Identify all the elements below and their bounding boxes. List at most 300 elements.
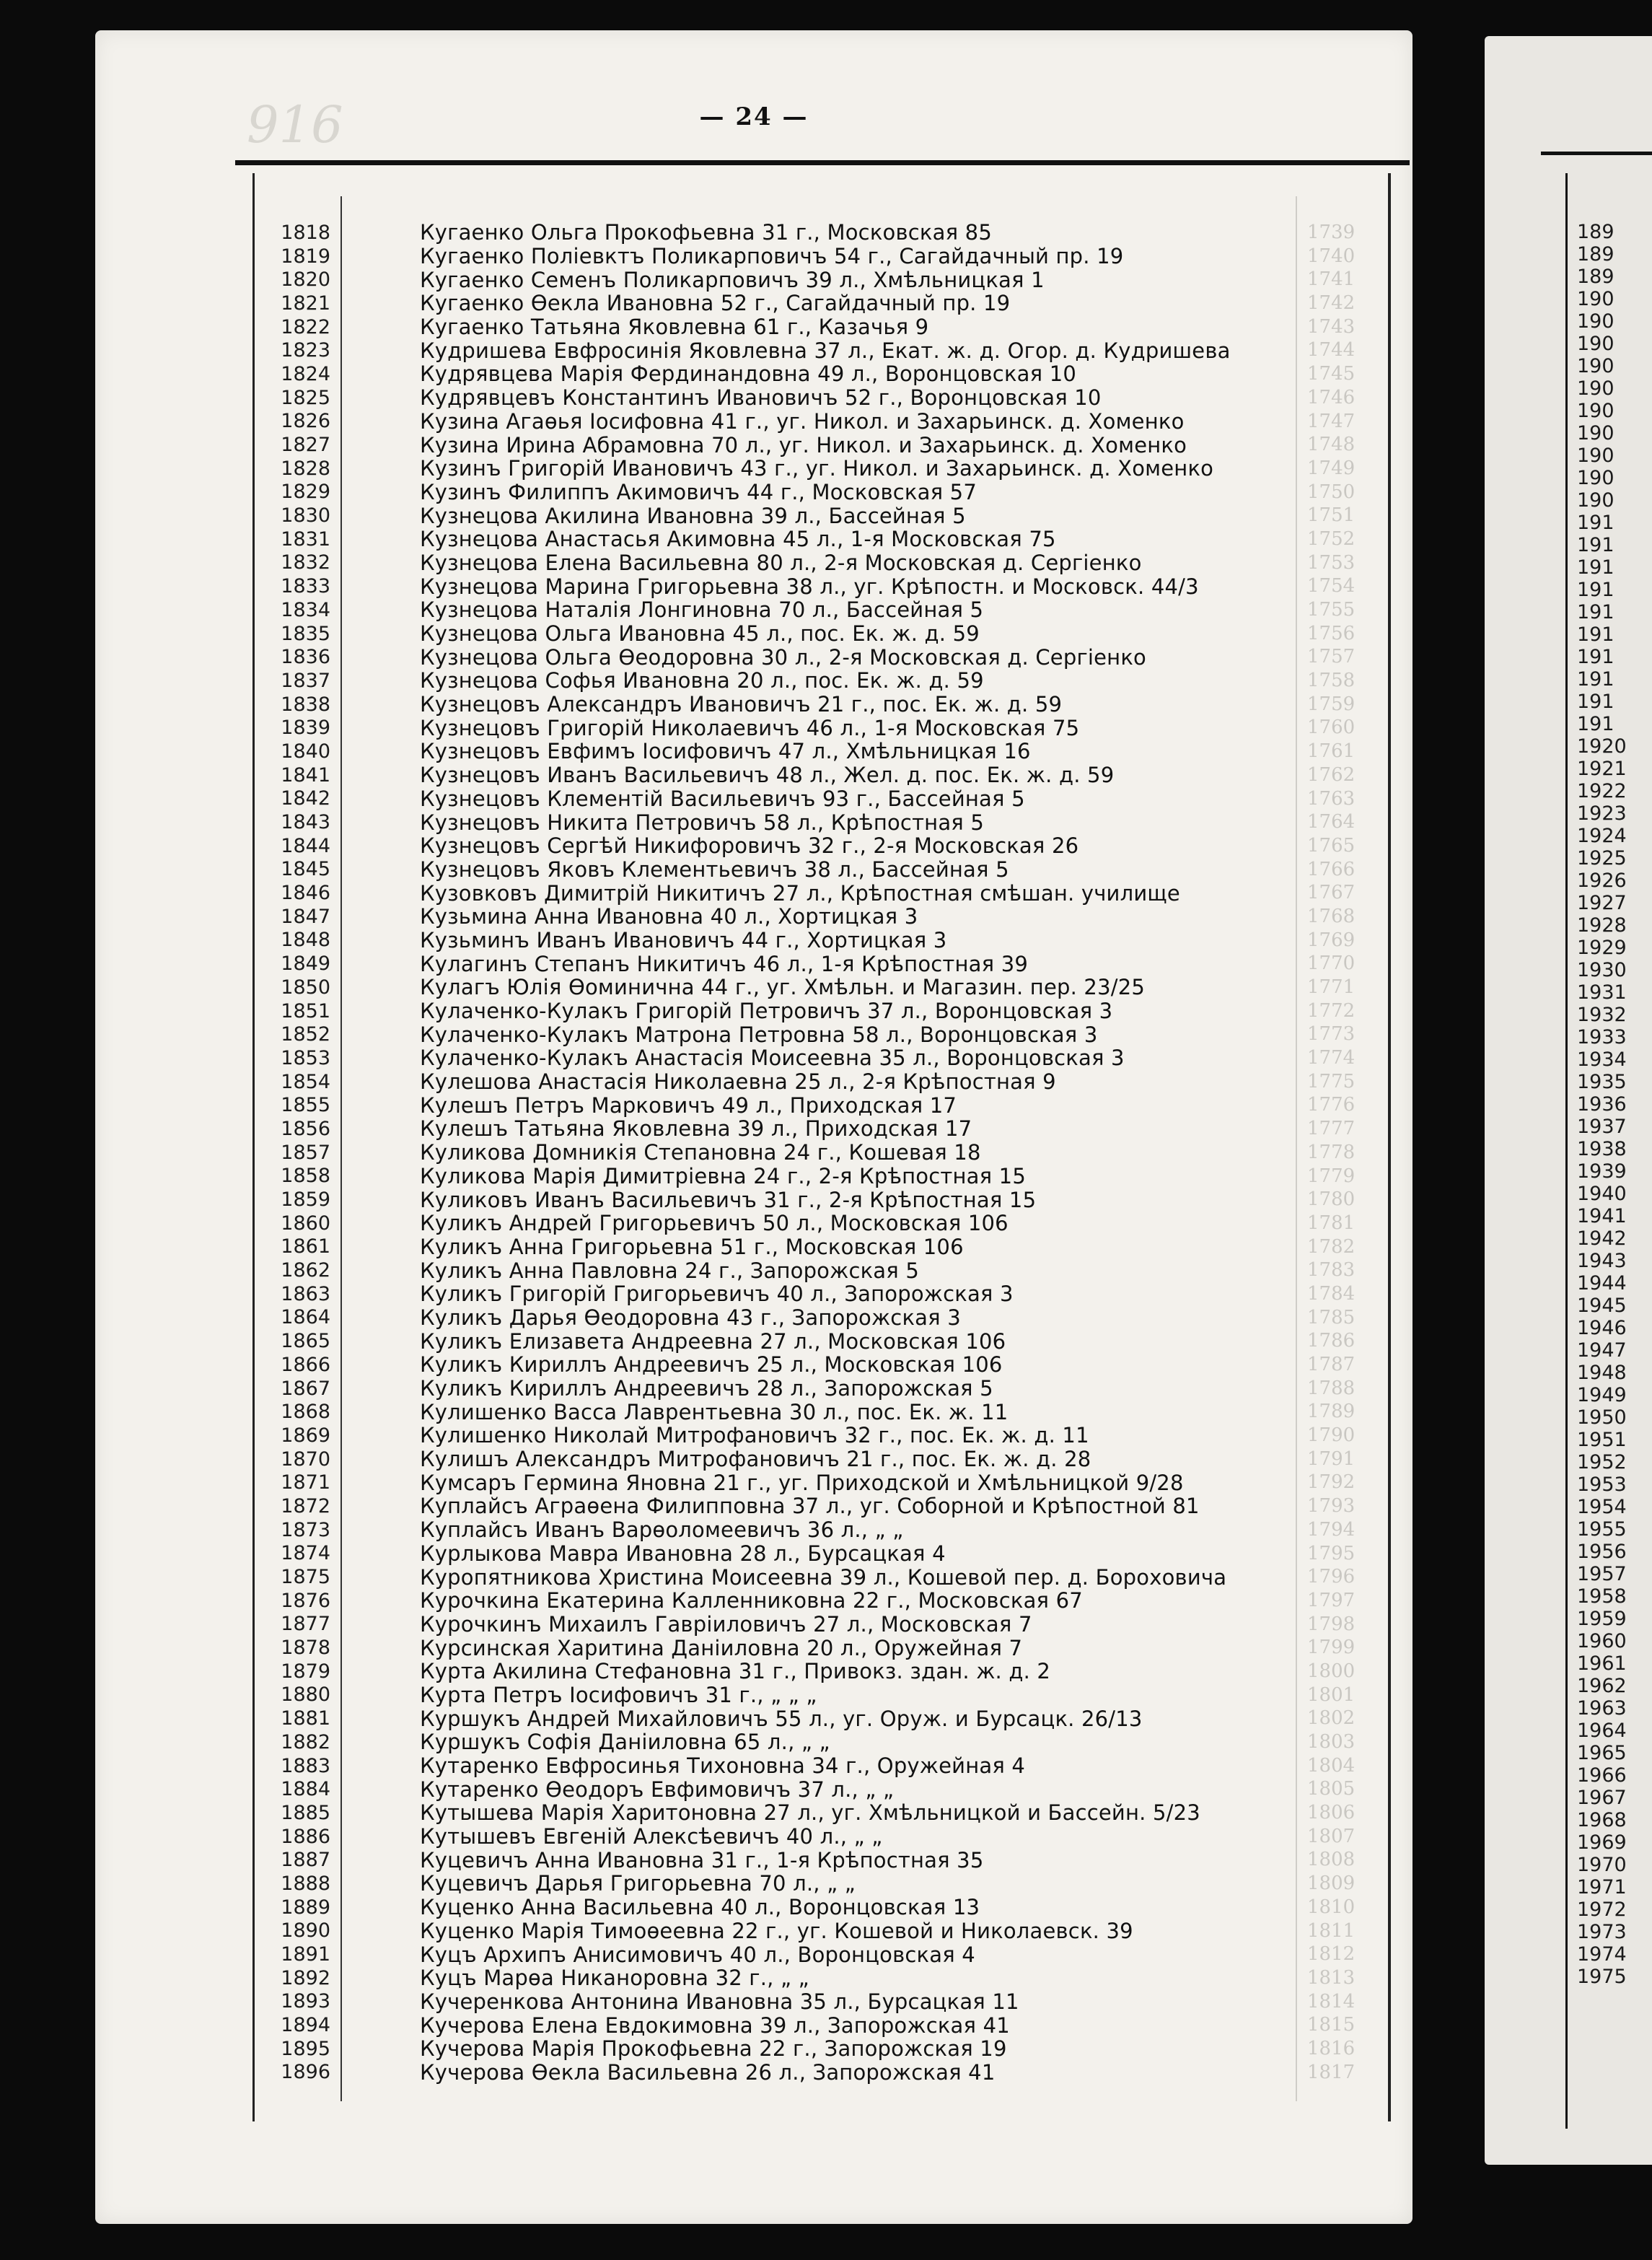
entry-text: Кутышевъ Евгеній Алексѣевичъ 40 л., „ „ (420, 1824, 883, 1849)
list-item (263, 1377, 1231, 1401)
adjacent-page-number: 1932 (1577, 1004, 1627, 1026)
bleed-through-number: 1807 (1307, 1825, 1356, 1847)
entry-number: 1850 (281, 976, 330, 999)
entry-text: Кудришева Евфросинія Яковлевна 37 л., Екат. ж. д. Огор. д. Кудришева (420, 338, 1231, 363)
adjacent-page-number: 1935 (1577, 1071, 1627, 1093)
bleed-through-number: 1768 (1307, 905, 1356, 927)
bleed-through-number: 1794 (1307, 1518, 1356, 1541)
entry-text: Кузинъ Филиппъ Акимовичъ 44 г., Московская 57 (420, 479, 977, 504)
adjacent-page-number: 1968 (1577, 1809, 1627, 1831)
entry-number: 1840 (281, 740, 330, 763)
entry-number: 1872 (281, 1494, 330, 1517)
bleed-through-number: 1766 (1307, 858, 1356, 880)
list-item (263, 1353, 1231, 1377)
bleed-through-number: 1808 (1307, 1849, 1356, 1871)
bleed-through-number: 1800 (1307, 1660, 1356, 1682)
entry-text: Кулаченко-Кулакъ Матрона Петровна 58 л., Воронцовская 3 (420, 1022, 1098, 1047)
bleed-through-number: 1812 (1307, 1943, 1356, 1966)
bleed-through-number: 1770 (1307, 952, 1356, 975)
entry-number: 1822 (281, 315, 330, 338)
adjacent-page-number: 1974 (1577, 1943, 1627, 1966)
adjacent-page-number: 1944 (1577, 1272, 1627, 1295)
entry-text: Кузнецовъ Евфимъ Іосифовичъ 47 л., Хмѣльницкая 16 (420, 739, 1031, 764)
entry-text: Кузьмина Анна Ивановна 40 л., Хортицкая 3 (420, 904, 918, 929)
entry-number: 1845 (281, 858, 330, 881)
bleed-through-number: 1758 (1307, 670, 1356, 692)
entry-text: Кузнецова Ольга Ѳеодоровна 30 л., 2-я Московская д. Сергіенко (420, 644, 1146, 670)
list-item (263, 740, 1231, 763)
adjacent-page-number: 1969 (1577, 1831, 1627, 1854)
list-item (263, 2037, 1231, 2061)
entry-number: 1824 (281, 362, 330, 385)
list-item (263, 1282, 1231, 1306)
entry-number: 1887 (281, 1849, 330, 1872)
entry-text: Кузинъ Григорій Ивановичъ 43 г., уг. Никол. и Захарьинск. д. Хоменко (420, 456, 1214, 481)
bleed-through-number: 1788 (1307, 1377, 1356, 1399)
list-item (263, 1683, 1231, 1707)
adjacent-page-number: 1936 (1577, 1093, 1627, 1116)
entry-number: 1879 (281, 1660, 330, 1683)
bleed-through-number: 1739 (1307, 222, 1356, 243)
adjacent-page-number: 191 (1577, 601, 1614, 623)
entry-text: Кутаренко Ѳеодоръ Евфимовичъ 37 л., „ „ (420, 1777, 895, 1802)
entry-text: Кудрявцева Марія Фердинандовна 49 л., Воронцовская 10 (420, 362, 1076, 387)
adjacent-page-number: 189 (1577, 266, 1614, 288)
bleed-through-number: 1742 (1307, 292, 1356, 315)
adjacent-page-number: 190 (1577, 288, 1614, 310)
entry-number: 1886 (281, 1825, 330, 1848)
adjacent-page-border (1565, 173, 1568, 2129)
entry-text: Кучерова Ѳекла Васильевна 26 л., Запорожская 41 (420, 2059, 996, 2085)
adjacent-page-number: 1930 (1577, 959, 1627, 981)
adjacent-page-number: 1945 (1577, 1295, 1627, 1317)
bleed-through-number: 1775 (1307, 1070, 1356, 1092)
adjacent-page-number: 190 (1577, 467, 1614, 489)
entry-text: Кулешъ Татьяна Яковлевна 39 л., Приходская 17 (420, 1116, 972, 1142)
list-item (263, 1117, 1231, 1141)
list-item (263, 1046, 1231, 1070)
bleed-through-number: 1774 (1307, 1047, 1356, 1069)
list-item (263, 858, 1231, 882)
list-item (263, 810, 1231, 834)
entry-number: 1866 (281, 1353, 330, 1376)
adjacent-page-number: 1975 (1577, 1966, 1627, 1988)
entry-text: Кузнецова Елена Васильевна 80 л., 2-я Московская д. Сергіенко (420, 550, 1142, 575)
list-item (263, 1848, 1231, 1872)
adjacent-page-edge (1485, 36, 1652, 2165)
entry-text: Кулаченко-Кулакъ Григорій Петровичъ 37 л., Воронцовская 3 (420, 999, 1113, 1024)
adjacent-page-number: 1973 (1577, 1921, 1627, 1943)
bleed-through-number: 1814 (1307, 1990, 1356, 2012)
entry-number: 1873 (281, 1518, 330, 1541)
bleed-through-number: 1806 (1307, 1802, 1356, 1824)
list-item (263, 1896, 1231, 1919)
list-item (263, 1777, 1231, 1801)
entry-number: 1849 (281, 952, 330, 976)
bleed-through-number: 1751 (1307, 504, 1356, 527)
bleed-through-number: 1777 (1307, 1118, 1356, 1140)
entry-text: Куликова Марія Димитріевна 24 г., 2-я Крѣпостная 15 (420, 1163, 1026, 1188)
entry-number: 1892 (281, 1966, 330, 1989)
adjacent-page-number: 190 (1577, 333, 1614, 355)
bleed-through-number: 1786 (1307, 1330, 1356, 1352)
list-item (263, 1447, 1231, 1471)
list-item (263, 410, 1231, 434)
list-item (263, 292, 1231, 315)
adjacent-page-number: 190 (1577, 377, 1614, 400)
entry-number: 1837 (281, 669, 330, 692)
entry-number: 1868 (281, 1401, 330, 1424)
bleed-through-number: 1791 (1307, 1447, 1356, 1470)
entry-number: 1823 (281, 339, 330, 362)
bleed-through-number: 1769 (1307, 929, 1356, 951)
bleed-through-number: 1816 (1307, 2037, 1356, 2059)
list-item (263, 716, 1231, 740)
entry-number: 1895 (281, 2037, 330, 2060)
entry-number: 1883 (281, 1754, 330, 1777)
list-item (263, 574, 1231, 598)
adjacent-page-number: 1953 (1577, 1473, 1627, 1496)
list-item (263, 1589, 1231, 1613)
entry-number: 1862 (281, 1259, 330, 1282)
adjacent-page-number: 1967 (1577, 1787, 1627, 1809)
list-item (263, 1707, 1231, 1730)
list-item (263, 1872, 1231, 1896)
list-item (263, 1235, 1231, 1259)
adjacent-page-number: 1971 (1577, 1876, 1627, 1898)
bleed-through-number: 1750 (1307, 481, 1356, 503)
entry-text: Кулишъ Александръ Митрофановичъ 21 г., пос. Ек. ж. д. 28 (420, 1447, 1091, 1472)
adjacent-page-number: 1934 (1577, 1048, 1627, 1071)
list-item (263, 1212, 1231, 1235)
bleed-through-number: 1755 (1307, 599, 1356, 621)
entry-number: 1859 (281, 1188, 330, 1212)
bleed-through-number: 1780 (1307, 1188, 1356, 1211)
bleed-through-number: 1764 (1307, 811, 1356, 833)
adjacent-page-number: 1964 (1577, 1720, 1627, 1742)
list-item (263, 787, 1231, 811)
entry-text: Курта Акилина Стефановна 31 г., Привокз. здан. ж. д. 2 (420, 1659, 1051, 1684)
entry-number: 1843 (281, 811, 330, 834)
adjacent-page-numbers (1577, 221, 1627, 1988)
bleed-through-number: 1781 (1307, 1212, 1356, 1234)
bleed-through-number: 1761 (1307, 740, 1356, 763)
entry-number: 1853 (281, 1046, 330, 1069)
bleed-through-number: 1743 (1307, 315, 1356, 338)
bleed-through-number: 1798 (1307, 1613, 1356, 1635)
entry-text: Кузнецовъ Сергѣй Никифоровичъ 32 г., 2-я Московская 26 (420, 833, 1079, 859)
bleed-through-number: 1796 (1307, 1566, 1356, 1588)
adjacent-page-number: 1962 (1577, 1675, 1627, 1697)
adjacent-page-number: 1957 (1577, 1563, 1627, 1585)
entry-number: 1867 (281, 1377, 330, 1400)
adjacent-page-number: 1950 (1577, 1406, 1627, 1429)
bleed-through-number: 1747 (1307, 410, 1356, 432)
adjacent-page-number: 191 (1577, 691, 1614, 713)
entry-number: 1877 (281, 1613, 330, 1636)
list-item (263, 504, 1231, 527)
bleed-through-number: 1803 (1307, 1731, 1356, 1753)
entry-text: Кузнецовъ Клементій Васильевичъ 93 г., Бассейная 5 (420, 786, 1025, 811)
entry-text: Кузнецова Марина Григорьевна 38 л., уг. Крѣпостн. и Московск. 44/3 (420, 574, 1199, 599)
entry-text: Кузнецовъ Григорій Николаевичъ 46 л., 1-я Московская 75 (420, 715, 1080, 740)
entry-number: 1863 (281, 1282, 330, 1305)
bleed-through-number: 1804 (1307, 1754, 1356, 1777)
entry-text: Куликова Домникія Степановна 24 г., Кошевая 18 (420, 1140, 981, 1165)
adjacent-page-number: 1949 (1577, 1384, 1627, 1406)
entry-number: 1860 (281, 1212, 330, 1235)
list-item (263, 1329, 1231, 1353)
page-number: — 24 — (699, 102, 809, 131)
entry-number: 1835 (281, 622, 330, 645)
entry-text: Куликъ Кириллъ Андреевичъ 25 л., Московская 106 (420, 1352, 1003, 1378)
entry-text: Кутышева Марія Харитоновна 27 л., уг. Хмѣльницкой и Бассейн. 5/23 (420, 1800, 1200, 1826)
list-item (263, 481, 1231, 504)
entry-text: Куцъ Марѳа Никаноровна 32 г., „ „ (420, 1966, 809, 1991)
list-item (263, 1730, 1231, 1754)
list-item (263, 905, 1231, 929)
list-item (263, 929, 1231, 952)
entry-number: 1894 (281, 2014, 330, 2037)
entry-text: Кутаренко Евфросинья Тихоновна 34 г., Оружейная 4 (420, 1753, 1026, 1779)
entry-number: 1891 (281, 1943, 330, 1966)
list-item (263, 1565, 1231, 1589)
entry-text: Кумсаръ Гермина Яновна 21 г., уг. Приходской и Хмѣльницкой 9/28 (420, 1470, 1184, 1495)
header-rule (235, 160, 1410, 165)
adjacent-page-number: 1939 (1577, 1160, 1627, 1183)
entry-text: Куценко Марія Тимоѳеевна 22 г., уг. Кошевой и Николаевск. 39 (420, 1918, 1133, 1943)
list-item (263, 268, 1231, 292)
entry-number: 1831 (281, 527, 330, 551)
adjacent-page-number: 1959 (1577, 1608, 1627, 1630)
adjacent-page-number: 1947 (1577, 1339, 1627, 1362)
entry-number: 1851 (281, 999, 330, 1022)
entry-text: Кулаченко-Кулакъ Анастасія Моисеевна 35 л., Воронцовская 3 (420, 1046, 1125, 1071)
entry-number: 1832 (281, 551, 330, 574)
bleed-through-number: 1779 (1307, 1165, 1356, 1187)
adjacent-page-number: 1954 (1577, 1496, 1627, 1518)
bleed-through-number: 1757 (1307, 646, 1356, 668)
entry-text: Кулешова Анастасія Николаевна 25 л., 2-я Крѣпостная 9 (420, 1069, 1056, 1095)
list-item (263, 527, 1231, 551)
entry-number: 1888 (281, 1872, 330, 1895)
bleed-through-number: 1790 (1307, 1424, 1356, 1447)
adjacent-page-number: 1925 (1577, 847, 1627, 870)
entry-text: Куплайсъ Аграѳена Филипповна 37 л., уг. Соборной и Крѣпостной 81 (420, 1494, 1200, 1519)
list-item (263, 1990, 1231, 2014)
adjacent-page-number: 1955 (1577, 1518, 1627, 1541)
entry-number: 1858 (281, 1165, 330, 1188)
entry-number: 1819 (281, 245, 330, 268)
list-item (263, 221, 1231, 245)
entry-text: Кучеренкова Антонина Ивановна 35 л., Бурсацкая 11 (420, 1989, 1019, 2014)
entry-text: Кузнецовъ Яковъ Клементьевичъ 38 л., Бассейная 5 (420, 857, 1009, 882)
list-item (263, 1966, 1231, 1990)
entry-number: 1844 (281, 834, 330, 857)
entry-number: 1820 (281, 268, 330, 292)
entry-number: 1826 (281, 410, 330, 433)
entry-text: Куликъ Кириллъ Андреевичъ 28 л., Запорожская 5 (420, 1376, 993, 1401)
entry-text: Кучерова Марія Прокофьевна 22 г., Запорожская 19 (420, 2036, 1007, 2062)
list-item (263, 245, 1231, 268)
entry-text: Кузина Агаѳья Іосифовна 41 г., уг. Никол. и Захарьинск. д. Хоменко (420, 408, 1185, 434)
entry-text: Кулагъ Юлія Ѳоминична 44 г., уг. Хмѣльн. и Магазин. пер. 23/25 (420, 975, 1145, 1000)
entry-number: 1871 (281, 1471, 330, 1494)
bleed-through-number: 1802 (1307, 1707, 1356, 1730)
entry-text: Кузина Ирина Абрамовна 70 л., уг. Никол. и Захарьинск. д. Хоменко (420, 432, 1187, 457)
list-item (263, 1141, 1231, 1165)
list-item (263, 669, 1231, 693)
entry-number: 1834 (281, 598, 330, 621)
adjacent-page-rule (1541, 152, 1652, 155)
list-item (263, 1660, 1231, 1683)
entry-text: Курлыкова Мавра Ивановна 28 л., Бурсацкая 4 (420, 1541, 946, 1566)
list-item (263, 976, 1231, 999)
entry-number: 1836 (281, 646, 330, 669)
adjacent-page-number: 1965 (1577, 1742, 1627, 1764)
bleed-through-number: 1771 (1307, 976, 1356, 998)
bleed-through-number: 1767 (1307, 882, 1356, 904)
list-item (263, 433, 1231, 457)
entry-text: Куплайсъ Иванъ Варѳоломеевичъ 36 л., „ „ (420, 1517, 904, 1543)
list-item (263, 1801, 1231, 1825)
adjacent-page-number: 191 (1577, 668, 1614, 691)
adjacent-page-number: 1960 (1577, 1630, 1627, 1652)
entry-number: 1842 (281, 787, 330, 810)
adjacent-page-number: 1938 (1577, 1138, 1627, 1160)
bleed-through-numbers (1307, 221, 1355, 2084)
entry-number: 1857 (281, 1141, 330, 1164)
entry-number: 1848 (281, 929, 330, 952)
adjacent-page-number: 1970 (1577, 1854, 1627, 1876)
bleed-through-number: 1789 (1307, 1401, 1356, 1423)
list-item (263, 1306, 1231, 1330)
bleed-through-number: 1778 (1307, 1141, 1356, 1163)
bleed-through-number: 1754 (1307, 575, 1356, 597)
entry-text: Кузнецова Акилина Ивановна 39 л., Бассейная 5 (420, 503, 966, 528)
entry-text: Кулишенко Васса Лаврентьевна 30 л., пос. Ек. ж. 11 (420, 1399, 1009, 1424)
entry-text: Куршукъ Андрей Михайловичъ 55 л., уг. Оруж. и Бурсацк. 26/13 (420, 1706, 1143, 1731)
list-item (263, 1943, 1231, 1966)
list-item (263, 1188, 1231, 1212)
entry-number: 1861 (281, 1235, 330, 1258)
bleed-through-number: 1773 (1307, 1023, 1356, 1046)
adjacent-page-number: 191 (1577, 534, 1614, 556)
adjacent-page-number: 190 (1577, 310, 1614, 333)
entry-text: Кузовковъ Димитрій Никитичъ 27 л., Крѣпостная смѣшан. училище (420, 880, 1180, 906)
bleed-through-number: 1801 (1307, 1683, 1356, 1706)
bleed-through-number: 1784 (1307, 1282, 1356, 1305)
adjacent-page-number: 191 (1577, 646, 1614, 668)
entry-number: 1876 (281, 1589, 330, 1612)
list-item (263, 338, 1231, 362)
adjacent-page-number: 1931 (1577, 981, 1627, 1004)
adjacent-page-number: 191 (1577, 623, 1614, 646)
entry-text: Кугаенко Ѳекла Ивановна 52 г., Сагайдачный пр. 19 (420, 291, 1011, 316)
adjacent-page-number: 1941 (1577, 1205, 1627, 1227)
adjacent-page-number: 1926 (1577, 870, 1627, 892)
adjacent-page-number: 1940 (1577, 1183, 1627, 1205)
entry-text: Куликъ Елизавета Андреевна 27 л., Московская 106 (420, 1328, 1006, 1354)
bleed-through-number: 1749 (1307, 457, 1356, 479)
adjacent-page-number: 1921 (1577, 758, 1627, 780)
list-item (263, 645, 1231, 669)
bleed-through-number: 1763 (1307, 787, 1356, 810)
adjacent-page-number: 190 (1577, 355, 1614, 377)
entry-text: Куропятникова Христина Моисеевна 39 л., Кошевой пер. д. Бороховича (420, 1564, 1227, 1590)
entry-number: 1869 (281, 1424, 330, 1447)
bleed-through-number: 1744 (1307, 339, 1356, 362)
bleed-through-number: 1799 (1307, 1637, 1356, 1659)
entry-text: Куликъ Дарья Ѳеодоровна 43 г., Запорожская 3 (420, 1305, 961, 1330)
entry-number: 1875 (281, 1566, 330, 1589)
adjacent-page-number: 189 (1577, 243, 1614, 266)
bleed-through-number: 1776 (1307, 1094, 1356, 1116)
adjacent-page-number: 1942 (1577, 1227, 1627, 1250)
bleed-through-number: 1817 (1307, 2061, 1356, 2083)
entry-text: Кучерова Елена Евдокимовна 39 л., Запорожская 41 (420, 2012, 1010, 2038)
list-item (263, 693, 1231, 717)
entry-text: Куршукъ Софія Даніиловна 65 л., „ „ (420, 1730, 830, 1755)
bleed-through-number: 1741 (1307, 268, 1356, 291)
list-item (263, 763, 1231, 787)
entry-number: 1864 (281, 1306, 330, 1329)
entry-text: Кузнецова Софья Ивановна 20 л., пос. Ек. ж. д. 59 (420, 668, 984, 693)
entry-number: 1855 (281, 1094, 330, 1117)
list-item (263, 1093, 1231, 1117)
adjacent-page-number: 191 (1577, 713, 1614, 735)
entry-text: Кузьминъ Иванъ Ивановичъ 44 г., Хортицкая 3 (420, 927, 947, 952)
entry-text: Курта Петръ Іосифовичъ 31 г., „ „ „ (420, 1682, 817, 1707)
entry-text: Куценко Анна Васильевна 40 л., Воронцовская 13 (420, 1895, 980, 1920)
entry-text: Кулагинъ Степанъ Никитичъ 46 л., 1-я Крѣпостная 39 (420, 951, 1028, 976)
entry-text: Кугаенко Семенъ Поликарповичъ 39 л., Хмѣльницкая 1 (420, 267, 1045, 292)
entry-number: 1893 (281, 1990, 330, 2013)
entry-text: Кузнецова Ольга Ивановна 45 л., пос. Ек. ж. д. 59 (420, 621, 980, 647)
list-item (263, 881, 1231, 905)
entry-text: Куликъ Андрей Григорьевичъ 50 л., Московская 106 (420, 1211, 1009, 1236)
entry-text: Кудрявцевъ Константинъ Ивановичъ 52 г., Воронцовская 10 (420, 385, 1102, 411)
adjacent-page-number: 191 (1577, 579, 1614, 601)
frame-right-border (1388, 173, 1391, 2121)
bleed-through-number: 1805 (1307, 1778, 1356, 1800)
entry-number: 1846 (281, 882, 330, 905)
bleed-through-number: 1785 (1307, 1306, 1356, 1328)
entry-number: 1870 (281, 1447, 330, 1471)
entry-number: 1852 (281, 1023, 330, 1046)
entry-number: 1833 (281, 575, 330, 598)
bleed-through-number: 1782 (1307, 1235, 1356, 1258)
list-item (263, 551, 1231, 575)
entry-text: Кузнецовъ Никита Петровичъ 58 л., Крѣпостная 5 (420, 810, 985, 835)
list-item (263, 1636, 1231, 1660)
bleed-through-number: 1756 (1307, 622, 1356, 644)
bleed-through-number: 1813 (1307, 1966, 1356, 1989)
adjacent-page-number: 191 (1577, 556, 1614, 579)
pencil-mark: 916 (247, 95, 343, 154)
entry-text: Куцевичъ Дарья Григорьевна 70 л., „ „ (420, 1871, 856, 1896)
adjacent-page-number: 189 (1577, 221, 1614, 243)
adjacent-page-number: 1928 (1577, 914, 1627, 937)
entry-number: 1828 (281, 457, 330, 480)
entry-text: Кузнецова Наталія Лонгиновна 70 л., Бассейная 5 (420, 597, 984, 623)
list-item (263, 2013, 1231, 2037)
entry-text: Кузнецовъ Александръ Ивановичъ 21 г., пос. Ек. ж. д. 59 (420, 692, 1063, 717)
adjacent-page-number: 190 (1577, 444, 1614, 467)
bleed-through-number: 1811 (1307, 1919, 1356, 1942)
entry-text: Куликовъ Иванъ Васильевичъ 31 г., 2-я Крѣпостная 15 (420, 1187, 1037, 1212)
entry-number: 1896 (281, 2061, 330, 2084)
